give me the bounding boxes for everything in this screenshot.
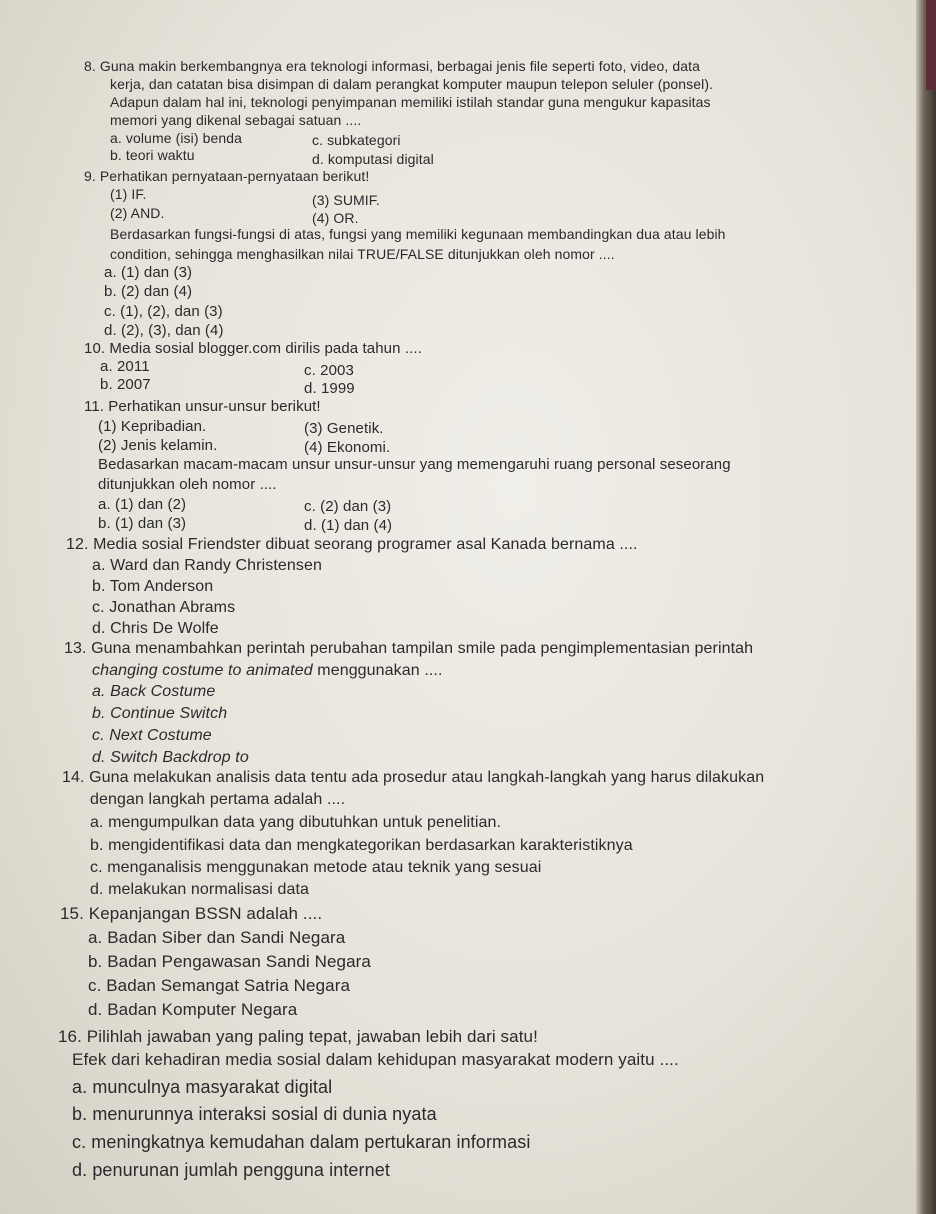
question-8-stem-line-3: Adapun dalam hal ini, teknologi penyimpanan memiliki istilah standar guna mengukur kapasitas (110, 94, 711, 110)
question-14-stem-line-2: dengan langkah pertama adalah .... (90, 791, 346, 808)
question-9-item-2: (2) AND. (110, 205, 165, 221)
question-11-option-d[interactable]: d. (1) dan (4) (304, 517, 393, 534)
question-12-option-a[interactable]: a. Ward dan Randy Christensen (92, 557, 322, 574)
question-15-option-b[interactable]: b. Badan Pengawasan Sandi Negara (88, 952, 371, 971)
question-11-body-line-2: ditunjukkan oleh nomor .... (98, 476, 277, 493)
question-13-option-d[interactable]: d. Switch Backdrop to (92, 749, 249, 766)
question-14-option-d[interactable]: d. melakukan normalisasi data (90, 881, 310, 898)
question-16-option-a[interactable]: a. munculnya masyarakat digital (72, 1077, 333, 1097)
question-9-option-b[interactable]: b. (2) dan (4) (104, 283, 193, 300)
question-9-item-3: (3) SUMIF. (312, 192, 380, 208)
question-16-option-c[interactable]: c. meningkatnya kemudahan dalam pertukaran informasi (72, 1132, 531, 1152)
question-10-stem: 10. Media sosial blogger.com dirilis pada tahun .... (84, 340, 422, 357)
question-11-item-3: (3) Genetik. (304, 420, 384, 437)
question-12-option-d[interactable]: d. Chris De Wolfe (92, 620, 219, 637)
question-9-body-line-1: Berdasarkan fungsi-fungsi di atas, fungsi yang memiliki kegunaan membandingkan dua atau lebih (110, 226, 726, 242)
question-9-item-1: (1) IF. (110, 186, 147, 202)
question-11-body-line-1: Bedasarkan macam-macam unsur unsur-unsur yang memengaruhi ruang personal seseorang (98, 456, 731, 473)
question-10-option-a[interactable]: a. 2011 (100, 358, 150, 375)
question-16-option-d[interactable]: d. penurunan jumlah pengguna internet (72, 1160, 390, 1180)
question-13-option-c[interactable]: c. Next Costume (92, 727, 212, 744)
question-15-stem: 15. Kepanjangan BSSN adalah .... (60, 904, 323, 923)
question-11-option-a[interactable]: a. (1) dan (2) (98, 496, 187, 513)
question-14-option-b[interactable]: b. mengidentifikasi data dan mengkategorikan berdasarkan karakteristiknya (90, 837, 633, 854)
question-11-item-4: (4) Ekonomi. (304, 439, 391, 456)
question-12-stem: 12. Media sosial Friendster dibuat seorang programer asal Kanada bernama .... (66, 536, 638, 553)
question-16-stem-line-2: Efek dari kehadiran media sosial dalam kehidupan masyarakat modern yaitu .... (72, 1050, 679, 1069)
question-9-item-4: (4) OR. (312, 210, 359, 226)
question-8-stem-line-4: memori yang dikenal sebagai satuan .... (110, 112, 362, 128)
question-14-option-c[interactable]: c. menganalisis menggunakan metode atau teknik yang sesuai (90, 859, 542, 876)
question-11-option-c[interactable]: c. (2) dan (3) (304, 498, 392, 515)
question-13-option-a[interactable]: a. Back Costume (92, 683, 216, 700)
question-10-option-b[interactable]: b. 2007 (100, 376, 151, 393)
question-13-stem-tail: menggunakan .... (312, 662, 443, 679)
question-15-option-d[interactable]: d. Badan Komputer Negara (88, 1000, 298, 1019)
question-13-stem-line-2 (92, 662, 443, 680)
question-11-item-1: (1) Kepribadian. (98, 418, 207, 435)
page-edge-shadow (916, 0, 936, 1214)
question-11-item-2: (2) Jenis kelamin. (98, 437, 218, 454)
question-15-option-a[interactable]: a. Badan Siber dan Sandi Negara (88, 928, 346, 947)
question-12-option-b[interactable]: b. Tom Anderson (92, 578, 214, 595)
question-9-option-d[interactable]: d. (2), (3), dan (4) (104, 322, 224, 339)
question-10-option-c[interactable]: c. 2003 (304, 362, 354, 379)
question-10-option-d[interactable]: d. 1999 (304, 380, 355, 397)
question-8-stem-line-2: kerja, dan catatan bisa disimpan di dalam perangkat komputer maupun telepon seluler (ponsel). (110, 76, 714, 92)
question-8-option-c[interactable]: c. subkategori (312, 132, 401, 148)
question-14-stem-line-1: 14. Guna melakukan analisis data tentu ada prosedur atau langkah-langkah yang harus dilakukan (62, 769, 765, 786)
page-edge-corner (926, 0, 936, 90)
question-15-option-c[interactable]: c. Badan Semangat Satria Negara (88, 976, 351, 995)
question-9-body-line-2: condition, sehingga menghasilkan nilai TRUE/FALSE ditunjukkan oleh nomor .... (110, 246, 615, 262)
question-16-option-b[interactable]: b. menurunnya interaksi sosial di dunia nyata (72, 1104, 437, 1124)
question-12-option-c[interactable]: c. Jonathan Abrams (92, 599, 236, 616)
question-8-option-b[interactable]: b. teori waktu (110, 147, 195, 163)
question-8-stem-line-1: 8. Guna makin berkembangnya era teknologi informasi, berbagai jenis file seperti foto, video, data (84, 58, 701, 74)
question-13-stem-line-1: 13. Guna menambahkan perintah perubahan tampilan smile pada pengimplementasian perintah (64, 640, 754, 657)
question-8-option-d[interactable]: d. komputasi digital (312, 151, 434, 167)
question-8-option-a[interactable]: a. volume (isi) benda (110, 130, 243, 146)
question-13-code-phrase: changing costume to animated (92, 662, 313, 679)
question-11-stem: 11. Perhatikan unsur-unsur berikut! (84, 398, 321, 415)
question-9-option-c[interactable]: c. (1), (2), dan (3) (104, 303, 223, 320)
question-11-option-b[interactable]: b. (1) dan (3) (98, 515, 187, 532)
question-16-stem-line-1: 16. Pilihlah jawaban yang paling tepat, jawaban lebih dari satu! (58, 1027, 538, 1046)
question-14-option-a[interactable]: a. mengumpulkan data yang dibutuhkan untuk penelitian. (90, 814, 502, 831)
question-9-option-a[interactable]: a. (1) dan (3) (104, 264, 193, 281)
question-9-stem: 9. Perhatikan pernyataan-pernyataan berikut! (84, 168, 370, 184)
question-13-option-b[interactable]: b. Continue Switch (92, 705, 228, 722)
